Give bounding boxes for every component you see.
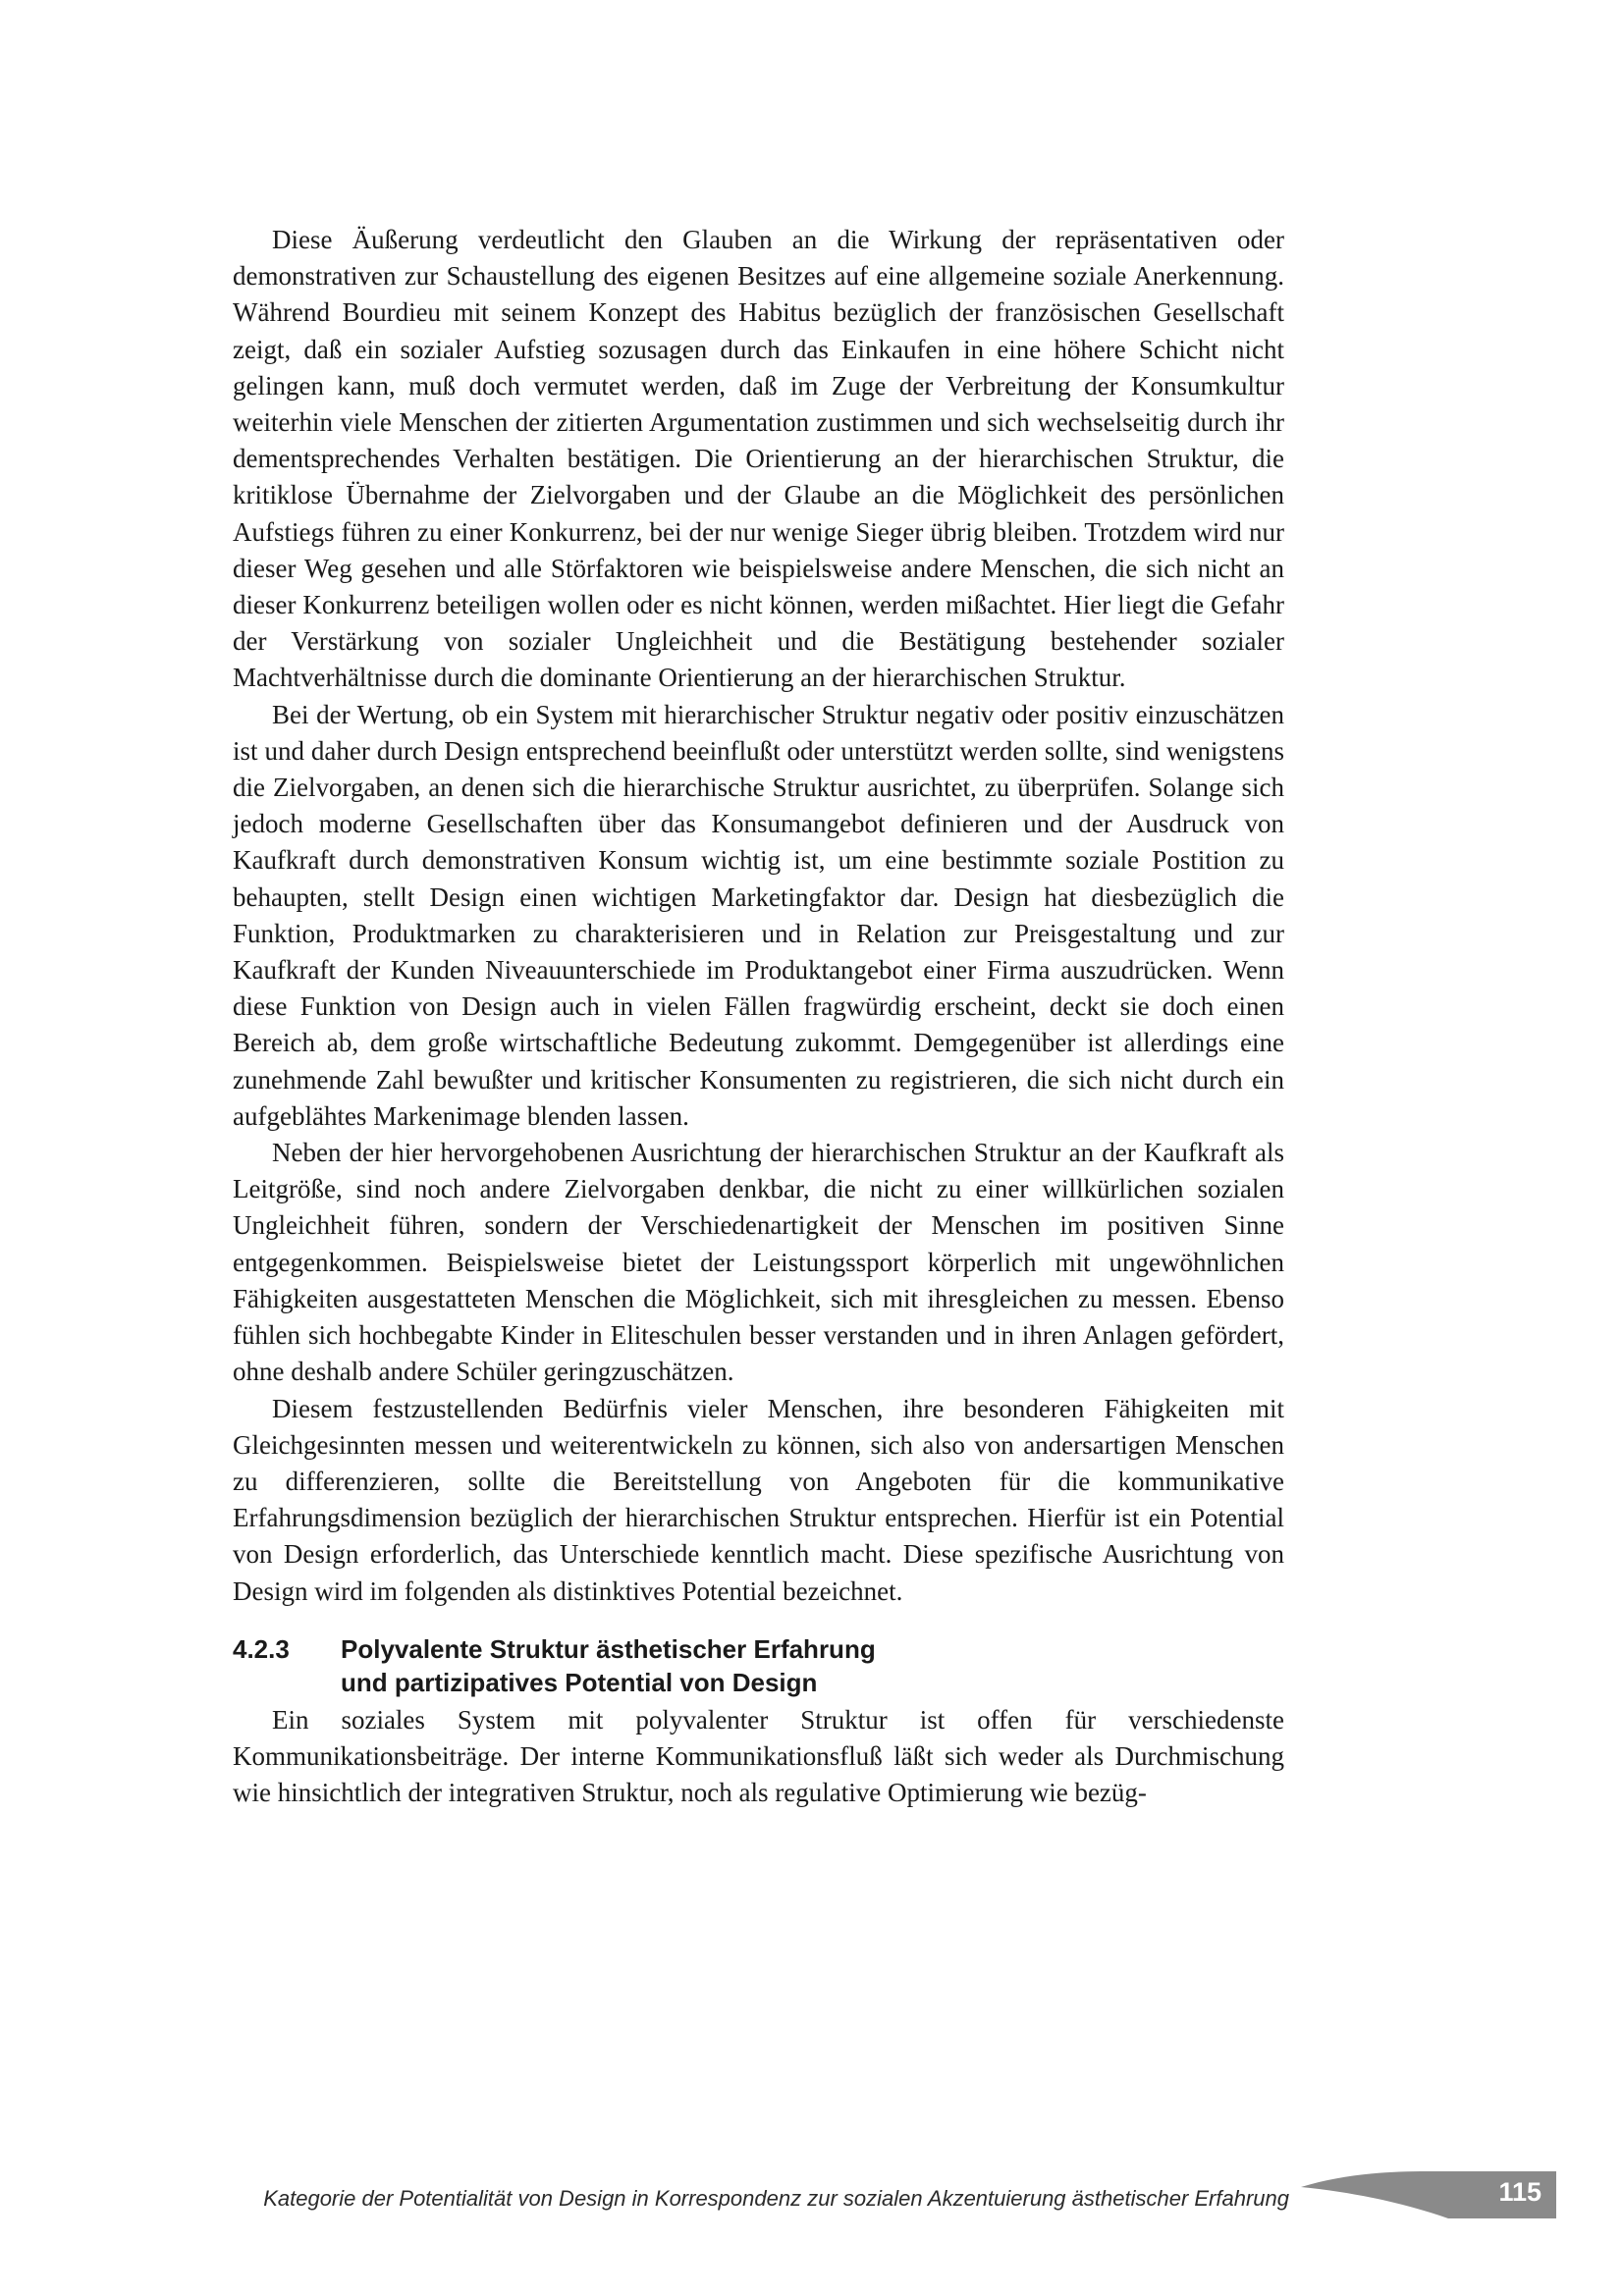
section-title: [341, 1632, 1284, 1699]
section-paragraph: Ein soziales System mit polyvalenter Struktur ist offen für verschiedenste Kommunikationsbeiträge. Der interne Kommunikationsfluß läßt sich weder als Durchmischung wie hinsichtlich der integrativen Struktur, noch als regulative Optimierung wie bezüg-: [233, 1704, 1284, 1808]
body-paragraph-2: Bei der Wertung, ob ein System mit hierarchischer Struktur negativ oder positiv einzuschätzen ist und daher durch Design entsprechend beeinflußt oder unterstützt werden sollte, sind wenigstens die Zielvorgaben, an denen sich die hierarchische Struktur ausrichtet, zu überprüfen. Solange sich jedoch moderne Gesellschaften über das Konsumangebot definieren und der Ausdruck von Kaufkraft durch demonstrativen Konsum wichtig ist, um eine bestimmte soziale Postition zu behaupten, stellt Design einen wichtigen Marketingfaktor dar. Design hat diesbezüglich die Funktion, Produktmarken zu charakterisieren und in Relation zur Preisgestaltung und zur Kaufkraft der Kunden Niveauunterschiede im Produktangebot einer Firma auszudrücken. Wenn diese Funktion von Design auch in vielen Fällen fragwürdig erscheint, deckt sie doch einen Bereich ab, dem große wirtschaftliche Bedeutung zukommt. Demgegenüber ist allerdings eine zunehmende Zahl bewußter und kritischer Konsumenten zu registrieren, die sich nicht durch ein aufgeblähtes Markenimage blenden lassen.: [233, 699, 1284, 1131]
body-paragraph-3: Neben der hier hervorgehobenen Ausrichtung der hierarchischen Struktur an der Kaufkraft als Leitgröße, sind noch andere Zielvorgaben denkbar, die nicht zu einer willkürlichen sozialen Ungleichheit führen, sondern der Verschiedenartigkeit der Menschen im positiven Sinne entgegenkommen. Beispielsweise bietet der Leistungssport körperlich mit ungewöhnlichen Fähigkeiten ausgestatteten Menschen die Möglichkeit, sich mit ihresgleichen zu messen. Ebenso fühlen sich hochbegabte Kinder in Eliteschulen besser verstanden und in ihren Anlagen gefördert, ohne deshalb andere Schüler geringzuschätzen.: [233, 1138, 1284, 1387]
section-title-line-2: und partizipatives Potential von Design: [341, 1667, 818, 1697]
section-title-line-1: Polyvalente Struktur ästhetischer Erfahrung: [341, 1633, 876, 1664]
section-number: 4.2.3: [233, 1633, 290, 1664]
body-paragraph-1: Diese Äußerung verdeutlicht den Glauben an die Wirkung der repräsentativen oder demonstrativen zur Schaustellung des eigenen Besitzes auf eine allgemeine soziale Anerkennung. Während Bourdieu mit seinem Konzept des Habitus bezüglich der französischen Gesellschaft zeigt, daß ein sozialer Aufstieg sozusagen durch das Einkaufen in eine höhere Schicht nicht gelingen kann, muß doch vermutet werden, daß im Zuge der Verbreitung der Konsumkultur weiterhin viele Menschen der zitierten Argumentation zustimmen und sich wechselseitig durch ihr dementsprechendes Verhalten bestätigen. Die Orientierung an der hierarchischen Struktur, die kritiklose Übernahme der Zielvorgaben und der Glaube an die Möglichkeit des persönlichen Aufstiegs führen zu einer Konkurrenz, bei der nur wenige Sieger übrig bleiben. Trotzdem wird nur dieser Weg gesehen und alle Störfaktoren wie beispielsweise andere Menschen, die sich nicht an dieser Konkurrenz beteiligen wollen oder es nicht können, werden mißachtet. Hier liegt die Gefahr der Verstärkung von sozialer Ungleichheit und die Bestätigung bestehender sozialer Machtverhältnisse durch die dominante Orientierung an der hierarchischen Struktur.: [233, 225, 1284, 693]
body-text: [233, 222, 1284, 1811]
section-heading: [233, 1632, 1284, 1699]
page-number: 115: [1498, 2177, 1542, 2207]
running-title: Kategorie der Potentialität von Design in Korrespondenz zur sozialen Akzentuierung ästhetischer Erfahrung: [263, 2186, 1289, 2211]
page-footer: [0, 2171, 1623, 2230]
body-paragraph-4: Diesem festzustellenden Bedürfnis vieler Menschen, ihre besonderen Fähigkeiten mit Gleichgesinnten messen und weiterentwickeln zu können, sich also von andersartigen Menschen zu differenzieren, sollte die Bereitstellung von Angeboten für die kommunikative Erfahrungsdimension bezüglich der hierarchischen Struktur entsprechen. Hierfür ist ein Potential von Design erforderlich, das Unterschiede kenntlich macht. Diese spezifische Ausrichtung von Design wird im folgenden als distinktives Potential bezeichnet.: [233, 1393, 1284, 1606]
page-number-tab: [1301, 2171, 1556, 2218]
